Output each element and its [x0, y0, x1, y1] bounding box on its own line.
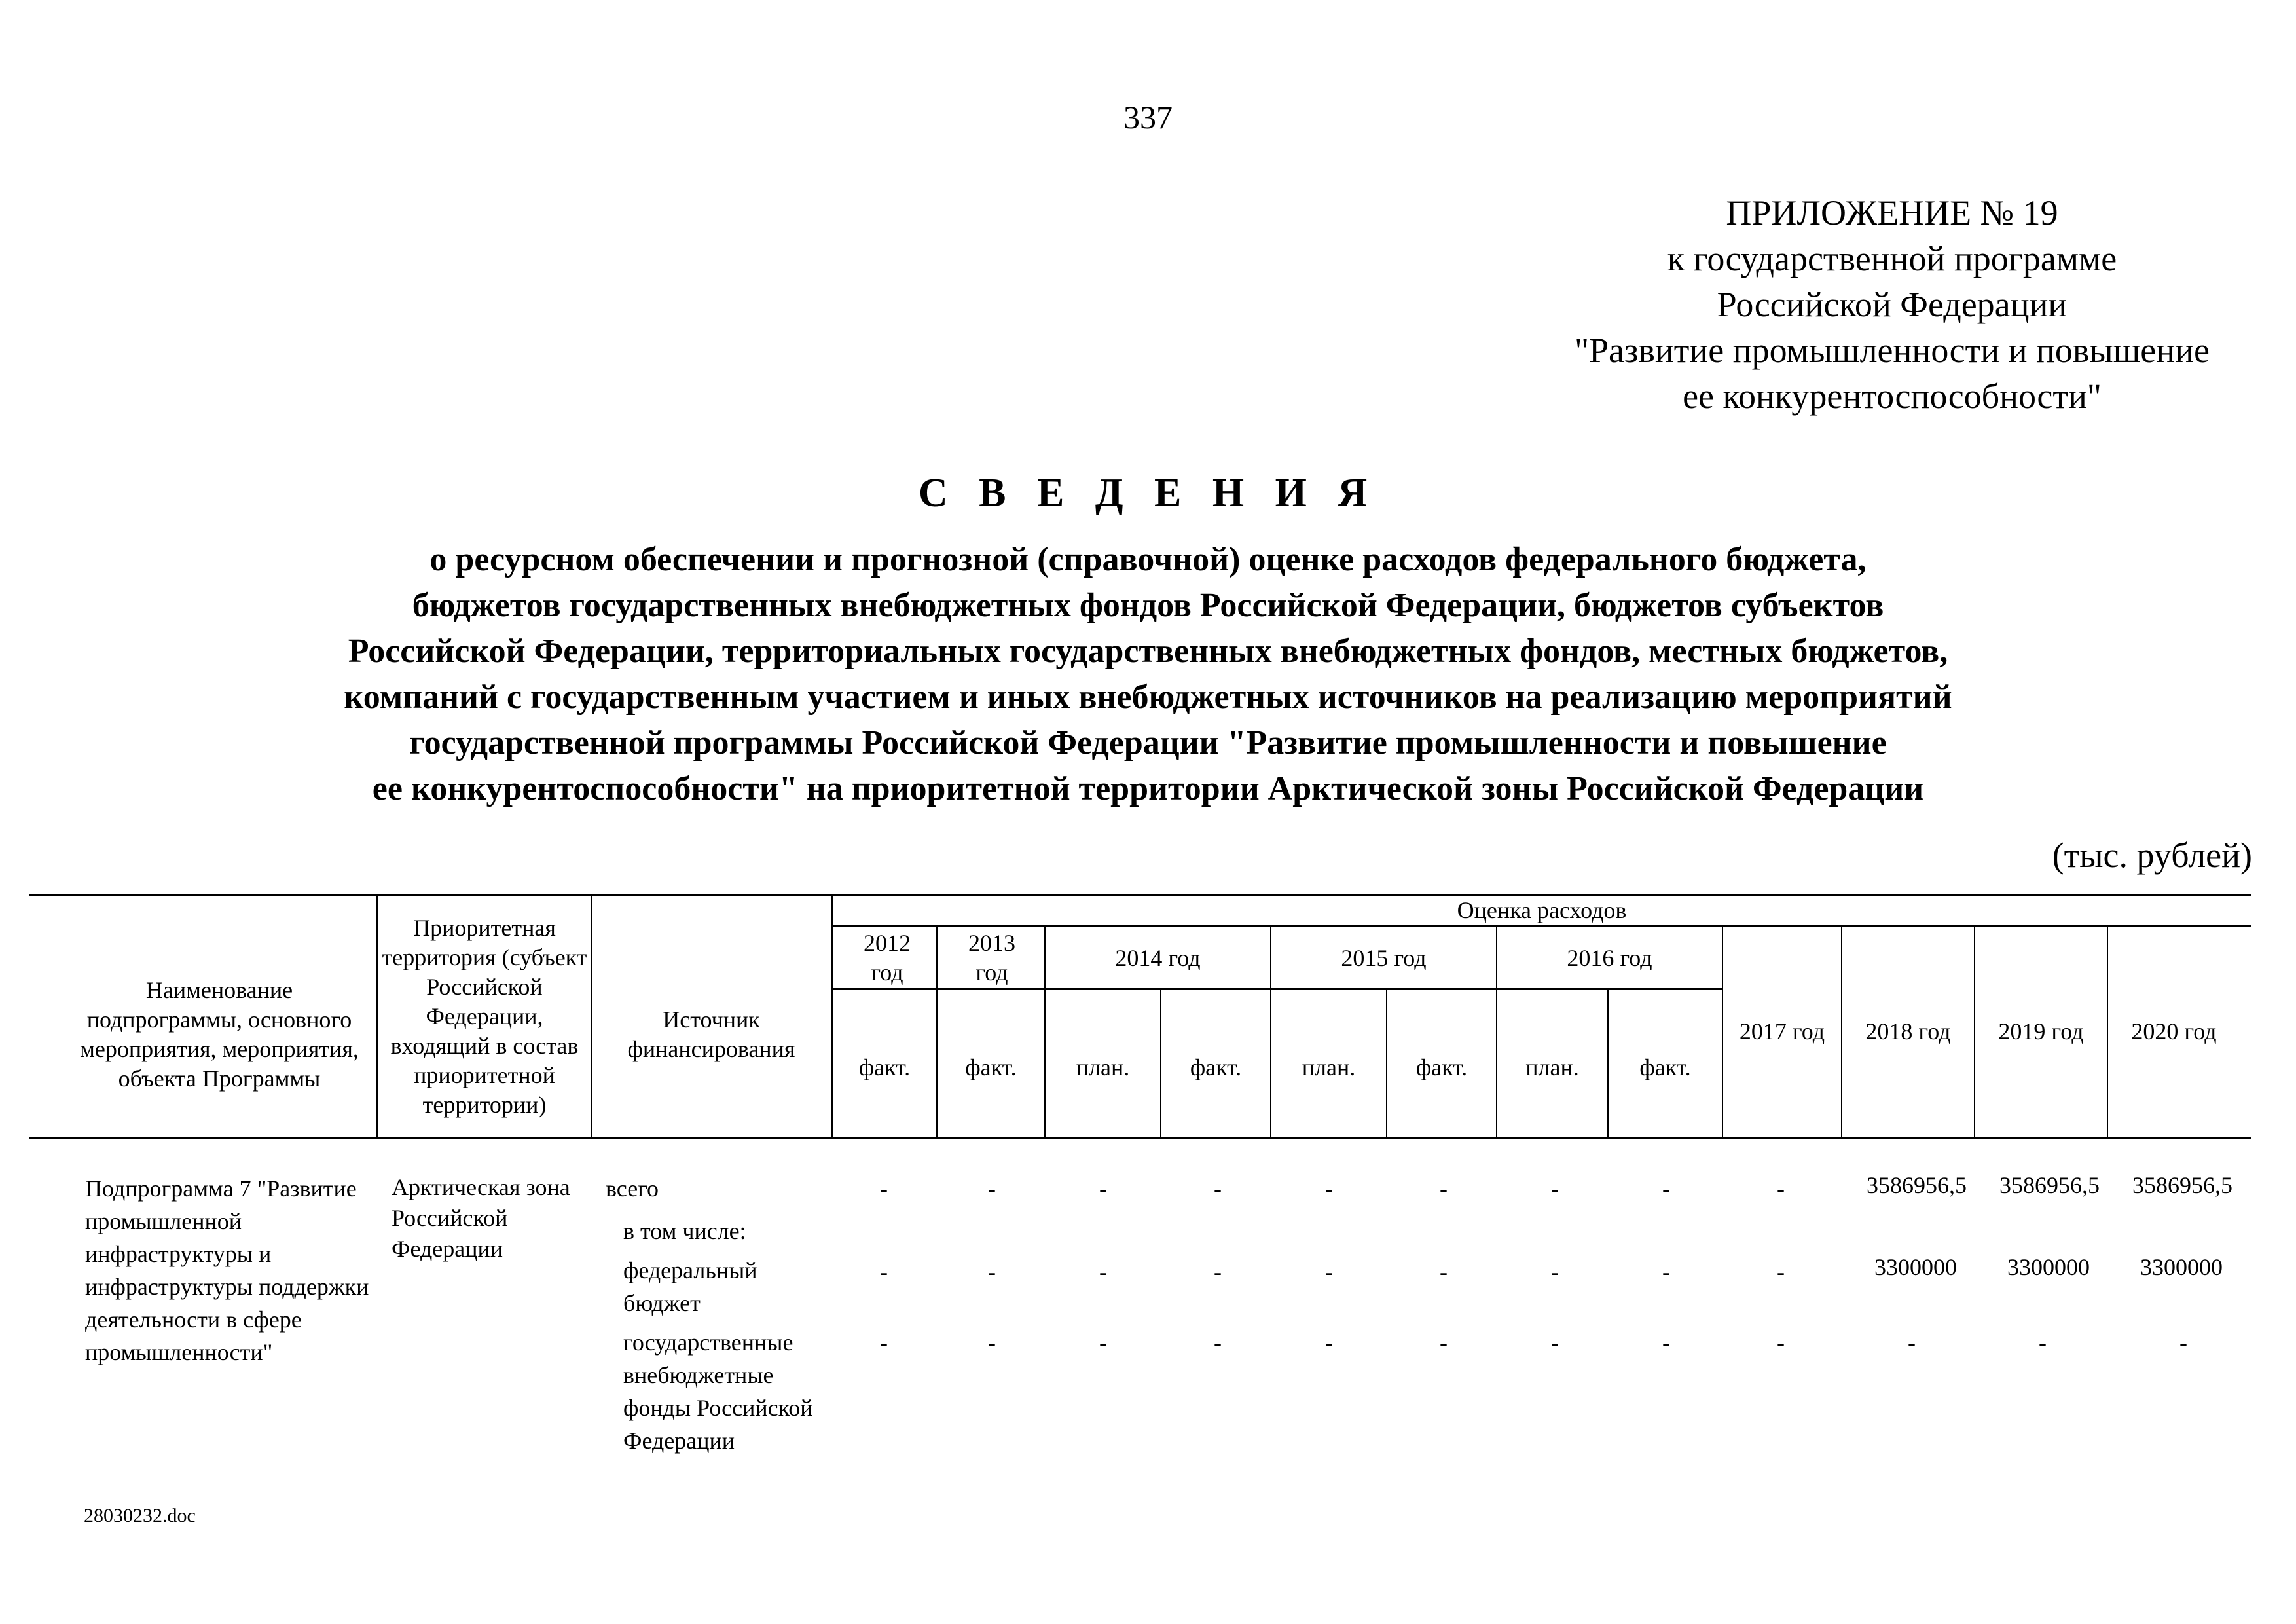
value-cell: 3300000: [2140, 1254, 2223, 1280]
header-year-2015: 2015 год: [1341, 944, 1427, 971]
source-including: в том числе:: [623, 1218, 746, 1244]
value-cell: -: [988, 1329, 996, 1356]
value-cell: -: [1325, 1259, 1333, 1285]
subtitle-line: Российской Федерации, территориальных государственных внебюджетных фондов, местных бюджетов,: [348, 633, 1948, 670]
value-cell: -: [1440, 1175, 1448, 1202]
page-number: 337: [1123, 99, 1173, 136]
appendix-line: ее конкурентоспособности": [1683, 377, 2102, 416]
value-cell: -: [1440, 1259, 1448, 1285]
value-cell: -: [1662, 1175, 1670, 1202]
table-rule: [831, 988, 1722, 990]
value-cell: -: [880, 1175, 888, 1202]
value-cell: -: [1440, 1329, 1448, 1356]
value-cell: -: [1662, 1259, 1670, 1285]
table-header-bottom: [29, 1137, 2251, 1139]
header-fact-2012: факт.: [858, 1054, 911, 1080]
value-cell: -: [1325, 1329, 1333, 1356]
value-cell: -: [2179, 1329, 2187, 1356]
value-cell: -: [1551, 1329, 1559, 1356]
source-federal: федеральный бюджет: [623, 1257, 757, 1316]
header-year-2014: 2014 год: [1115, 944, 1201, 971]
value-cell: -: [2039, 1329, 2047, 1356]
header-territory: Приоритетная территория (субъект Российской Федерации, входящий в состав приоритетной территории): [382, 915, 587, 1118]
header-plan-2014: план.: [1076, 1054, 1130, 1080]
appendix-line: к государственной программе: [1667, 239, 2117, 278]
header-name: Наименование подпрограммы, основного мероприятия, мероприятия, объекта Программы: [80, 977, 359, 1092]
header-year-2019: 2019 год: [1998, 1018, 2084, 1044]
appendix-header: [1486, 190, 2296, 419]
subtitle-line: о ресурсном обеспечении и прогнозной (справочной) оценке расходов федерального бюджета,: [429, 541, 1867, 578]
value-cell: -: [1662, 1329, 1670, 1356]
table-rule: [591, 895, 592, 1137]
header-plan-2015: план.: [1302, 1054, 1356, 1080]
value-cell: -: [1214, 1175, 1222, 1202]
value-cell: -: [988, 1259, 996, 1285]
appendix-line: "Развитие промышленности и повышение: [1574, 331, 2210, 370]
header-fact-2016: факт.: [1639, 1054, 1691, 1080]
table-rule: [936, 926, 938, 1137]
value-cell: -: [1908, 1329, 1916, 1356]
header-fact-2014: факт.: [1190, 1054, 1242, 1080]
header-year-2013: 2013 год: [968, 930, 1015, 986]
document-subtitle: [0, 537, 2296, 812]
value-cell: 3586956,5: [1999, 1172, 2100, 1198]
document-title: С В Е Д Е Н И Я: [918, 471, 1378, 515]
header-year-2018: 2018 год: [1865, 1018, 1951, 1044]
value-cell: -: [1777, 1259, 1785, 1285]
subtitle-line: государственной программы Российской Федерации "Развитие промышленности и повышение: [409, 724, 1887, 762]
value-cell: -: [988, 1175, 996, 1202]
header-source: Источник финансирования: [627, 1006, 795, 1062]
program-name: Подпрограмма 7 "Развитие промышленной инфраструктуры и инфраструктуры поддержки деятельности в сфере промышленности": [85, 1175, 369, 1365]
source-total: всего: [606, 1175, 659, 1202]
table-rule: [376, 895, 378, 1137]
territory-name: Арктическая зона Российской Федерации: [392, 1174, 570, 1262]
value-cell: -: [1551, 1259, 1559, 1285]
value-cell: -: [880, 1259, 888, 1285]
subtitle-line: ее конкурентоспособности" на приоритетной территории Арктической зоны Российской Федерации: [372, 770, 1924, 807]
header-year-2012: 2012 год: [864, 930, 911, 986]
header-expense-estimate: Оценка расходов: [1457, 896, 1627, 923]
value-cell: -: [1099, 1329, 1107, 1356]
value-cell: -: [1099, 1175, 1107, 1202]
header-year-2017: 2017 год: [1739, 1018, 1825, 1044]
units-label: (тыс. рублей): [2052, 836, 2252, 875]
value-cell: -: [1214, 1329, 1222, 1356]
subtitle-line: компаний с государственным участием и иных внебюджетных источников на реализацию мероприятий: [344, 678, 1952, 716]
header-year-2016: 2016 год: [1567, 944, 1652, 971]
value-cell: -: [1777, 1329, 1785, 1356]
value-cell: 3300000: [2007, 1254, 2090, 1280]
table-rule: [831, 895, 833, 1137]
value-cell: 3586956,5: [2132, 1172, 2232, 1198]
source-extrabudgetary: государственные внебюджетные фонды Российской Федерации: [623, 1329, 813, 1454]
header-plan-2016: план.: [1525, 1054, 1579, 1080]
value-cell: -: [1099, 1259, 1107, 1285]
header-year-2020: 2020 год: [2131, 1018, 2217, 1044]
value-cell: -: [1214, 1259, 1222, 1285]
value-cell: -: [880, 1329, 888, 1356]
value-cell: 3300000: [1874, 1254, 1957, 1280]
value-cell: -: [1325, 1175, 1333, 1202]
header-fact-2015: факт.: [1415, 1054, 1468, 1080]
appendix-line: Российской Федерации: [1717, 285, 2068, 324]
subtitle-line: бюджетов государственных внебюджетных фондов Российской Федерации, бюджетов субъектов: [412, 587, 1884, 624]
appendix-line: ПРИЛОЖЕНИЕ № 19: [1726, 193, 2058, 232]
header-fact-2013: факт.: [965, 1054, 1017, 1080]
value-cell: -: [1551, 1175, 1559, 1202]
value-cell: 3586956,5: [1867, 1172, 1967, 1198]
document-filename: 28030232.doc: [84, 1505, 196, 1526]
value-cell: -: [1777, 1175, 1785, 1202]
